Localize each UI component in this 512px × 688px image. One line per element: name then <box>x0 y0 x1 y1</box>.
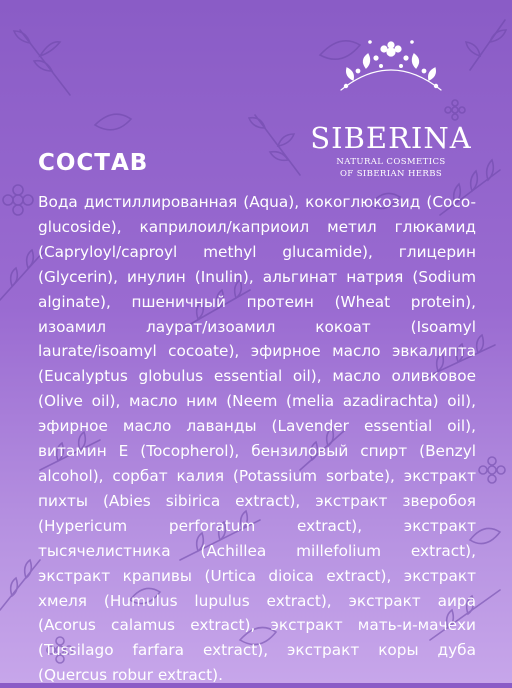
floral-wreath-icon <box>306 38 476 98</box>
brand-tagline-line1: NATURAL COSMETICS <box>336 157 446 167</box>
brand-logo <box>306 38 476 179</box>
brand-tagline-line2: OF SIBERIAN HERBS <box>339 169 443 179</box>
brand-name: SIBERINA <box>310 121 472 155</box>
section-title: СОСТАВ <box>38 150 149 176</box>
leaf-icon <box>95 114 131 130</box>
composition-text: Вода дистиллированная (Aqua), кокоглюкозид (Coco-glucoside), каприлоил/каприоил метил глюкамид (Capryloyl/caproyl methyl glucamide), глицерин (Glycerin), инулин (Inulin), альгинат натрия (Sodium alginate), пшеничный протеин (Wheat protein), изоамил лаурат/изоамил кокоат (Isoamyl laurate/isoamyl cocoate), эфирное масло эвкалипта (Eucalyptus globulus essential oil), масло оливковое (Olive oil), масло ним (Neem (melia azadirachta) oil), эфирное масло лаванды (Lavender essential oil), витамин Е (Tocopherol), бензиловый спирт (Benzyl alcohol), сорбат калия (Potassium sorbate), экстракт пихты (Abies sibirica extract), экстракт зверобоя (Hypericum perforatum extract), экстракт тысячелистника (Achillea millefolium extract), экстракт крапивы (Urtica dioica extract), экстракт хмеля (Humulus lupulus extract), экстракт аира (Acorus calamus extract), экстракт мать-и-мачехи (Tussilago farfara extract), экстракт коры дуба (Quercus robur extract). <box>38 193 476 685</box>
herb-sprig-icon <box>249 115 300 175</box>
brand-tagline <box>306 156 476 180</box>
herb-sprig-icon <box>14 30 70 95</box>
flower-icon <box>479 457 505 483</box>
herb-sprig-icon <box>0 560 40 610</box>
flower-icon <box>3 185 33 215</box>
